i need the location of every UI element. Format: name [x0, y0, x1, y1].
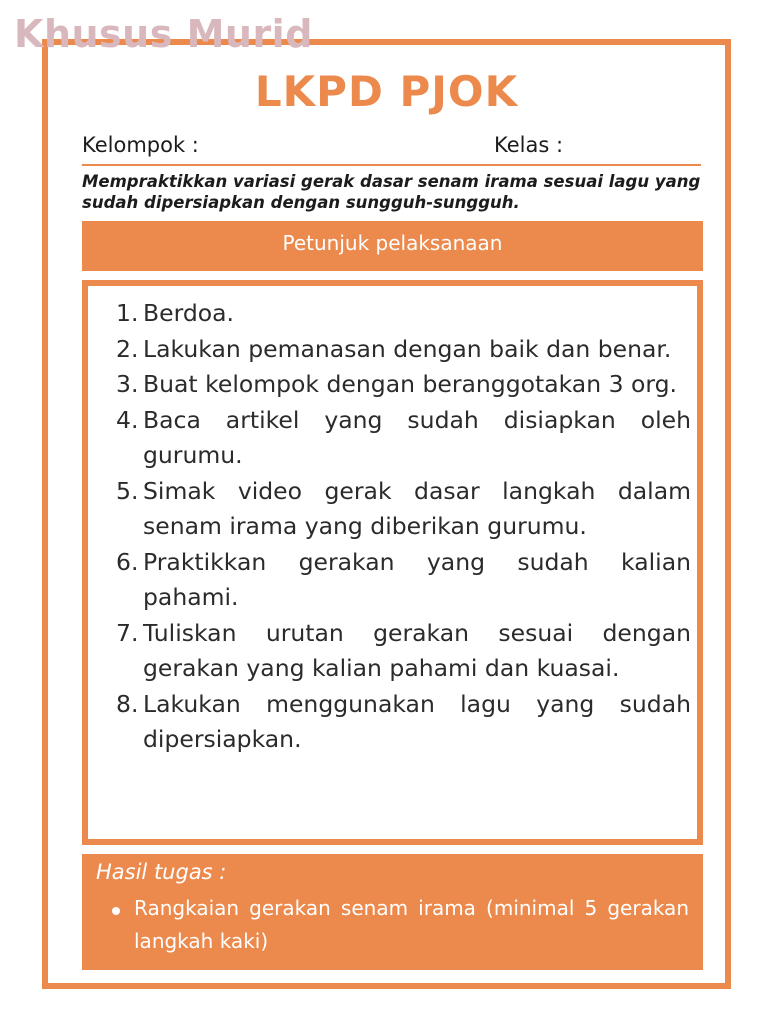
step-text: Lakukan menggunakan lagu yang sudah dipersiapkan. [143, 689, 691, 753]
step-item [116, 687, 691, 758]
kelas-label: Kelas : [494, 133, 564, 157]
step-text: Baca artikel yang sudah disiapkan oleh gurumu. [143, 405, 691, 469]
step-item [116, 367, 691, 403]
result-item: Rangkaian gerakan senam irama (minimal 5 gerakan langkah kaki) [134, 896, 689, 953]
step-text: Berdoa. [143, 299, 234, 327]
step-number: 6. [116, 547, 139, 576]
step-text: Tuliskan urutan gerakan sesuai dengan gerakan yang kalian pahami dan kuasai. [143, 618, 691, 682]
watermark: Khusus Murid [14, 12, 313, 56]
result-box [82, 854, 703, 970]
instructions-box [82, 280, 703, 845]
step-number: 2. [116, 334, 139, 363]
step-number: 4. [116, 405, 139, 434]
step-item [116, 296, 691, 332]
result-heading: Hasil tugas : [96, 860, 227, 884]
step-text: Buat kelompok dengan beranggotakan 3 org. [143, 370, 678, 398]
step-text: Simak video gerak dasar langkah dalam senam irama yang diberikan gurumu. [143, 476, 691, 540]
step-item [116, 545, 691, 616]
step-number: 3. [116, 370, 139, 398]
objective-text: Mempraktikkan variasi gerak dasar senam irama sesuai lagu yang sudah dipersiapkan dengan sungguh-sungguh. [82, 172, 701, 212]
step-item [116, 403, 691, 474]
steps-list [116, 296, 691, 758]
step-text: Lakukan pemanasan dengan baik dan benar. [143, 334, 672, 363]
kelompok-label: Kelompok : [82, 133, 199, 157]
step-number: 5. [116, 476, 139, 505]
step-number: 1. [116, 299, 139, 327]
step-item [116, 616, 691, 687]
worksheet-frame [42, 39, 731, 989]
step-number: 7. [116, 618, 139, 647]
instructions-heading: Petunjuk pelaksanaan [82, 221, 703, 271]
header-fields [82, 133, 701, 159]
header-divider [82, 164, 701, 166]
step-number: 8. [116, 689, 139, 718]
step-item [116, 474, 691, 545]
bullet-icon [112, 907, 120, 915]
page-title: LKPD PJOK [254, 67, 519, 116]
step-item [116, 332, 691, 368]
step-text: Praktikkan gerakan yang sudah kalian pahami. [143, 547, 691, 611]
